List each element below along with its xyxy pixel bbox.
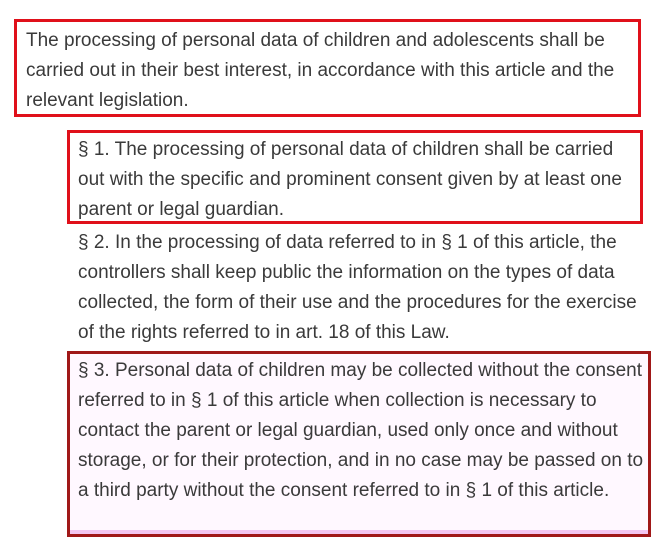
- section-2-paragraph: § 2. In the processing of data referred to in § 1 of this article, the controllers shall keep public the information on the types of data collected, the form of their use and the procedures for the exercise of the rights referred to in art. 18 of this Law.: [78, 232, 637, 343]
- section-3-paragraph-highlighted: § 3. Personal data of children may be collected without the consent referred to in § 1 of this article when collection is necessary to contact the parent or legal guardian, used only once and without storage, or for their protection, and in no case may be passed on to a third party without the consent referred to in § 1 of this article.: [67, 351, 651, 537]
- section-1-paragraph-highlighted: § 1. The processing of personal data of children shall be carried out with the specific and prominent consent given by at least one parent or legal guardian.: [67, 130, 643, 224]
- intro-paragraph-highlighted: The processing of personal data of children and adolescents shall be carried out in their best interest, in accordance with this article and the relevant legislation.: [14, 19, 641, 117]
